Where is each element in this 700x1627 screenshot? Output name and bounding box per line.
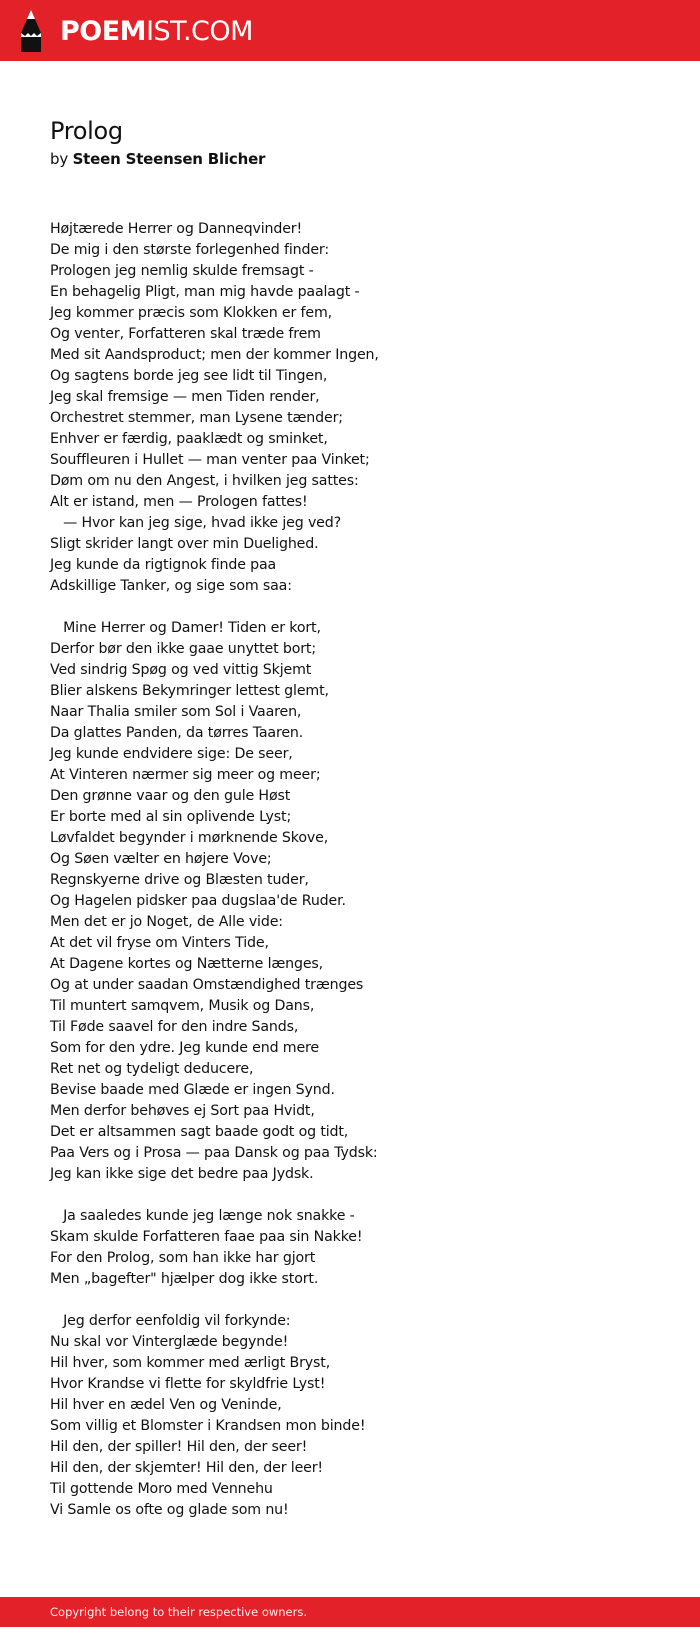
poem-line: Enhver er færdig, paaklædt og sminket, [50, 431, 328, 447]
poem-line: Derfor bør den ikke gaae unyttet bort; [50, 641, 316, 657]
poem-line: Men „bagefter" hjælper dog ikke stort. [50, 1271, 319, 1287]
pencil-tip-icon [18, 9, 44, 53]
poem-line: Ved sindrig Spøg og ved vittig Skjemt [50, 662, 312, 678]
poem-line: Den grønne vaar og den gule Høst [50, 788, 291, 804]
poem-line: Som villig et Blomster i Krandsen mon binde! [50, 1418, 366, 1434]
poem-line: Og at under saadan Omstændighed trænges [50, 977, 364, 993]
poem-line: Skam skulde Forfatteren faae paa sin Nakke! [50, 1229, 363, 1245]
poem-line: Med sit Aandsproduct; men der kommer Ingen, [50, 347, 379, 363]
poem-line: Orchestret stemmer, man Lysene tænder; [50, 410, 343, 426]
stanza [50, 1311, 379, 1521]
poem-line: Sligt skrider langt over min Duelighed. [50, 536, 319, 552]
poem-line: Blier alskens Bekymringer lettest glemt, [50, 683, 329, 699]
poem-line: Hil hver en ædel Ven og Veninde, [50, 1397, 282, 1413]
poem-line: Mine Herrer og Damer! Tiden er kort, [50, 620, 321, 636]
poem-line: At det vil fryse om Vinters Tide, [50, 935, 269, 951]
byline-prefix: by [50, 150, 68, 168]
poem-line: At Dagene kortes og Nætterne længes, [50, 956, 324, 972]
stanza-break [50, 1290, 379, 1311]
poem-line: Og Hagelen pidsker paa dugslaa'de Ruder. [50, 893, 346, 909]
poem-line: Ret net og tydeligt deducere, [50, 1061, 254, 1077]
poem-line: Bevise baade med Glæde er ingen Synd. [50, 1082, 335, 1098]
poem-line: Regnskyerne drive og Blæsten tuder, [50, 872, 309, 888]
poem-line: Og sagtens borde jeg see lidt til Tingen, [50, 368, 328, 384]
poem-line: Jeg derfor eenfoldig vil forkynde: [50, 1313, 291, 1329]
poem-line: Vi Samle os ofte og glade som nu! [50, 1502, 289, 1518]
site-footer [0, 1597, 700, 1627]
poem-line: Løvfaldet begynder i mørknende Skove, [50, 830, 329, 846]
stanza-break [50, 1185, 379, 1206]
poem-line: Jeg kan ikke sige det bedre paa Jydsk. [50, 1166, 314, 1182]
poem-line: Hil den, der spiller! Hil den, der seer! [50, 1439, 308, 1455]
poem-line: Men det er jo Noget, de Alle vide: [50, 914, 283, 930]
logo-bold: POEM [60, 15, 147, 47]
poem-line: Er borte med al sin oplivende Lyst; [50, 809, 292, 825]
poem-line: Jeg kunde da rigtignok finde paa [50, 557, 277, 573]
poem-line: Til muntert samqvem, Musik og Dans, [50, 998, 315, 1014]
poem-line: Til gottende Moro med Vennehu [50, 1481, 273, 1497]
poem-byline [50, 149, 265, 169]
poem-line: Hvor Krandse vi flette for skyldfrie Lyst! [50, 1376, 326, 1392]
poem-line: Hil hver, som kommer med ærligt Bryst, [50, 1355, 331, 1371]
poem-line: For den Prolog, som han ikke har gjort [50, 1250, 316, 1266]
poem-line: En behagelig Pligt, man mig havde paalagt - [50, 284, 360, 300]
poem-line: Jeg kunde endvidere sige: De seer, [50, 746, 293, 762]
poem-line: De mig i den største forlegenhed finder: [50, 242, 329, 258]
poem-line: Højtærede Herrer og Danneqvinder! [50, 221, 303, 237]
poem-line: — Hvor kan jeg sige, hvad ikke jeg ved? [50, 515, 341, 531]
poem-line: Alt er istand, men — Prologen fattes! [50, 494, 308, 510]
poem-line: Som for den ydre. Jeg kunde end mere [50, 1040, 320, 1056]
poem-line: Paa Vers og i Prosa — paa Dansk og paa Tydsk: [50, 1145, 378, 1161]
poem-line: Hil den, der skjemter! Hil den, der leer! [50, 1460, 323, 1476]
poem-line: Da glattes Panden, da tørres Taaren. [50, 725, 304, 741]
poem-line: Prologen jeg nemlig skulde fremsagt - [50, 263, 314, 279]
logo-light: IST.COM [146, 15, 253, 47]
poem-line: Jeg skal fremsige — men Tiden render, [50, 389, 320, 405]
copyright-notice: Copyright belong to their respective owners. [50, 1605, 308, 1619]
poem-line: Til Føde saavel for den indre Sands, [50, 1019, 299, 1035]
poem-line: Nu skal vor Vinterglæde begynde! [50, 1334, 289, 1350]
poem-title: Prolog [50, 117, 123, 145]
poem-body [50, 219, 379, 1521]
stanza-break [50, 597, 379, 618]
poem-line: Og Søen vælter en højere Vove; [50, 851, 272, 867]
poem-line: Jeg kommer præcis som Klokken er fem, [50, 305, 333, 321]
poem-line: Naar Thalia smiler som Sol i Vaaren, [50, 704, 302, 720]
poem-author[interactable]: Steen Steensen Blicher [72, 150, 266, 168]
poem-line: Souffleuren i Hullet — man venter paa Vinket; [50, 452, 370, 468]
poem-line: Døm om nu den Angest, i hvilken jeg sattes: [50, 473, 359, 489]
site-header [0, 0, 700, 61]
poem-line: Og venter, Forfatteren skal træde frem [50, 326, 321, 342]
logo-wordmark [60, 15, 253, 47]
poem-line: Ja saaledes kunde jeg længe nok snakke - [50, 1208, 355, 1224]
site-logo[interactable] [18, 9, 253, 53]
poem-line: Adskillige Tanker, og sige som saa: [50, 578, 292, 594]
poem-line: Det er altsammen sagt baade godt og tidt, [50, 1124, 349, 1140]
poem-line: Men derfor behøves ej Sort paa Hvidt, [50, 1103, 315, 1119]
stanza [50, 219, 379, 597]
stanza [50, 1206, 379, 1290]
poem-line: At Vinteren nærmer sig meer og meer; [50, 767, 321, 783]
stanza [50, 618, 379, 1185]
